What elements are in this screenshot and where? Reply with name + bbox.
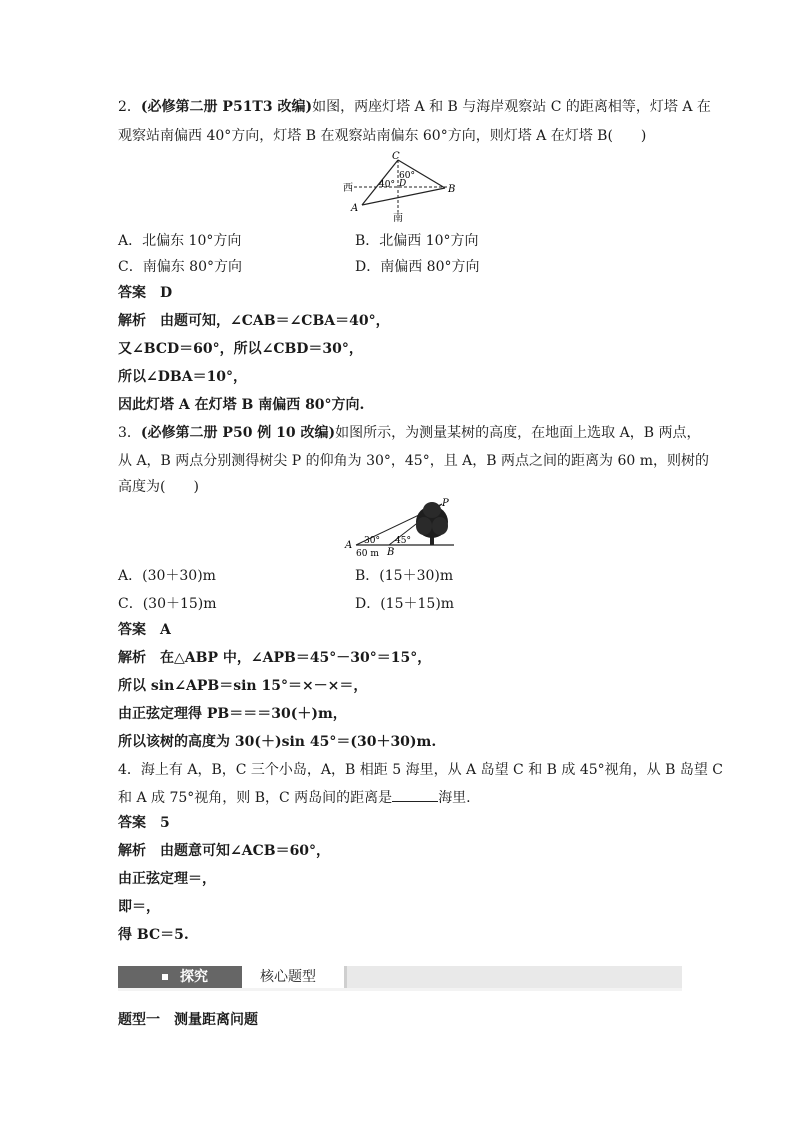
section-header-right	[242, 966, 347, 988]
q2-text: 如图，两座灯塔 A 和 B 与海岸观察站 C 的距离相等，灯塔 A 在	[312, 99, 711, 115]
q3-option-c: C．(30＋15)m	[118, 596, 217, 612]
q3-label-dist: 60 m	[356, 549, 379, 558]
q3-figure	[342, 496, 457, 558]
q4-line1: 4．海上有 A，B，C 三个小岛，A，B 相距 5 海里，从 A 岛望 C 和 B 成 45°视角，从 B 岛望 C	[118, 762, 723, 778]
q4-text-pre: 和 A 成 75°视角，则 B，C 两岛间的距离是	[118, 790, 393, 806]
q3-option-a: A．(30＋30)m	[118, 568, 216, 584]
q3-line3: 高度为( )	[118, 479, 199, 495]
q3-line1	[118, 423, 700, 443]
q2-label-south: 南	[393, 213, 403, 222]
q2-line1	[118, 97, 711, 117]
q2-label-40: 40°	[379, 180, 395, 190]
q3-analysis-2: 所以 sin∠APB＝sin 15°＝×－×＝，	[118, 678, 368, 694]
q3-label-30: 30°	[364, 536, 380, 546]
q2-option-a: A．北偏东 10°方向	[118, 233, 242, 249]
subheading: 题型一 测量距离问题	[118, 1012, 258, 1028]
q2-label-a: A	[351, 203, 359, 214]
q3-number: 3．	[118, 425, 141, 441]
q2-line2: 观察站南偏西 40°方向，灯塔 B 在观察站南偏东 60°方向，则灯塔 A 在灯塔 B( )	[118, 128, 647, 144]
q3-option-d: D．(15＋15)m	[355, 596, 455, 612]
q2-option-d: D．南偏西 80°方向	[355, 259, 480, 275]
section-label-explore: 探究	[180, 969, 208, 985]
q2-label-c: C	[392, 151, 400, 162]
q3-option-b: B．(15＋30)m	[355, 568, 454, 584]
q2-analysis-3: 所以∠DBA＝10°，	[118, 369, 248, 385]
q3-source: (必修第二册 P50 例 10 改编)	[140, 425, 336, 441]
q2-label-b: B	[448, 184, 456, 195]
q3-analysis-3: 由正弦定理得 PB＝＝＝30(＋)m，	[118, 706, 347, 722]
q2-label-west: 西	[343, 183, 353, 194]
q4-analysis-4: 得 BC＝5.	[118, 927, 189, 943]
q4-answer: 答案 5	[118, 815, 170, 831]
section-header-shadow	[118, 988, 682, 991]
q4-line2	[118, 787, 471, 808]
q3-label-b: B	[387, 547, 395, 558]
section-header-left	[118, 966, 242, 988]
q2-source: (必修第二册 P51T3 改编)	[140, 99, 313, 115]
section-label-core: 核心题型	[260, 969, 316, 985]
q3-line2: 从 A，B 两点分别测得树尖 P 的仰角为 30°，45°，且 A，B 两点之间的距离为 60 m，则树的	[118, 453, 709, 469]
q3-label-a: A	[345, 540, 353, 551]
q3-label-p: P	[442, 498, 449, 509]
q3-analysis-4: 所以该树的高度为 30(＋)sin 45°＝(30＋30)m.	[118, 734, 437, 750]
q3-label-45: 45°	[395, 536, 411, 546]
q2-answer: 答案 D	[118, 285, 173, 301]
q3-answer: 答案 A	[118, 622, 171, 638]
q4-analysis-1: 解析 由题意可知∠ACB＝60°，	[118, 843, 331, 859]
answer-blank	[392, 787, 438, 802]
square-bullet-icon	[162, 974, 168, 980]
q3-text: 如图所示，为测量某树的高度，在地面上选取 A，B 两点，	[335, 425, 701, 441]
q2-analysis-4: 因此灯塔 A 在灯塔 B 南偏西 80°方向.	[118, 397, 365, 413]
q2-figure	[340, 150, 465, 222]
q4-analysis-3: 即＝，	[118, 899, 160, 915]
q2-number: 2．	[118, 99, 141, 115]
q2-label-d: D	[399, 179, 407, 189]
q2-analysis-2: 又∠BCD＝60°，所以∠CBD＝30°，	[118, 341, 363, 357]
q3-analysis-1: 解析 在△ABP 中，∠APB＝45°－30°＝15°，	[118, 650, 432, 666]
q4-text-post: 海里.	[438, 790, 471, 806]
q2-label-60: 60°	[399, 171, 415, 181]
q2-line-ab	[362, 188, 445, 205]
q4-analysis-2: 由正弦定理＝，	[118, 871, 216, 887]
q2-option-c: C．南偏东 80°方向	[118, 259, 242, 275]
q2-analysis-1: 解析 由题可知，∠CAB＝∠CBA＝40°，	[118, 313, 390, 329]
q2-option-b: B．北偏西 10°方向	[355, 233, 479, 249]
